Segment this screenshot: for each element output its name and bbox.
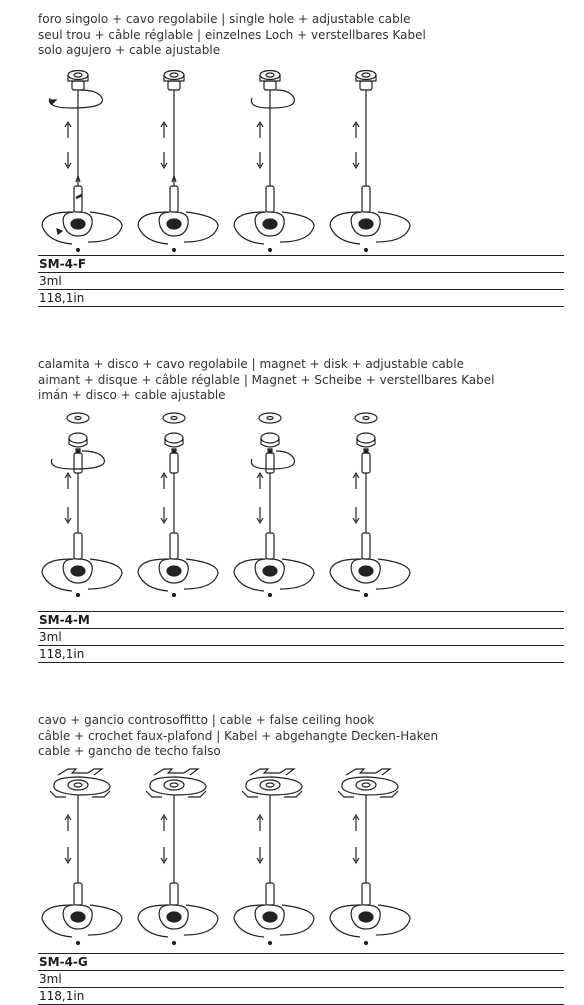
product-illustration-single-hole	[38, 66, 130, 254]
product-illustration-magnet	[326, 409, 418, 599]
length-metric: 3ml	[38, 629, 564, 646]
description-line: aimant + disque + câble réglable | Magnet + Scheibe + verstellbares Kabel	[38, 372, 495, 387]
spec-table	[38, 953, 564, 1005]
product-illustration-single-hole	[230, 66, 322, 254]
spec-table	[38, 611, 564, 663]
length-imperial: 118,1in	[38, 988, 564, 1005]
description-line: foro singolo + cavo regolabile | single hole + adjustable cable	[38, 12, 411, 26]
product-code: SM-4-G	[38, 953, 564, 971]
product-illustration-magnet	[134, 409, 226, 599]
product-code: SM-4-M	[38, 611, 564, 629]
section-sm-4-f	[38, 12, 564, 305]
illustration-row	[38, 66, 438, 254]
product-code: SM-4-F	[38, 255, 564, 273]
product-illustration-single-hole	[134, 66, 226, 254]
illustration-row	[38, 767, 438, 947]
description-line: calamita + disco + cavo regolabile | magnet + disk + adjustable cable	[38, 357, 465, 371]
spec-table	[38, 255, 564, 307]
illustration-row	[38, 409, 438, 599]
length-metric: 3ml	[38, 971, 564, 988]
description-line: imán + disco + cable ajustable	[38, 388, 226, 402]
section-sm-4-g	[38, 713, 564, 1003]
length-metric: 3ml	[38, 273, 564, 290]
product-illustration-magnet	[38, 409, 130, 599]
description-line: cavo + gancio controsoffitto | cable + false ceiling hook	[38, 713, 375, 727]
description-line: cable + gancho de techo falso	[38, 744, 221, 758]
product-illustration-magnet	[230, 409, 322, 599]
product-illustration-ceiling-hook	[38, 767, 130, 947]
length-imperial: 118,1in	[38, 646, 564, 663]
description-line: seul trou + câble réglable | einzelnes Loch + verstellbares Kabel	[38, 27, 426, 42]
description-line: solo agujero + cable ajustable	[38, 43, 221, 57]
product-illustration-single-hole	[326, 66, 418, 254]
product-illustration-ceiling-hook	[134, 767, 226, 947]
description-line: câble + crochet faux-plafond | Kabel + abgehangte Decken-Haken	[38, 728, 439, 743]
product-illustration-ceiling-hook	[230, 767, 322, 947]
section-sm-4-m	[38, 357, 564, 661]
product-illustration-ceiling-hook	[326, 767, 418, 947]
length-imperial: 118,1in	[38, 290, 564, 307]
